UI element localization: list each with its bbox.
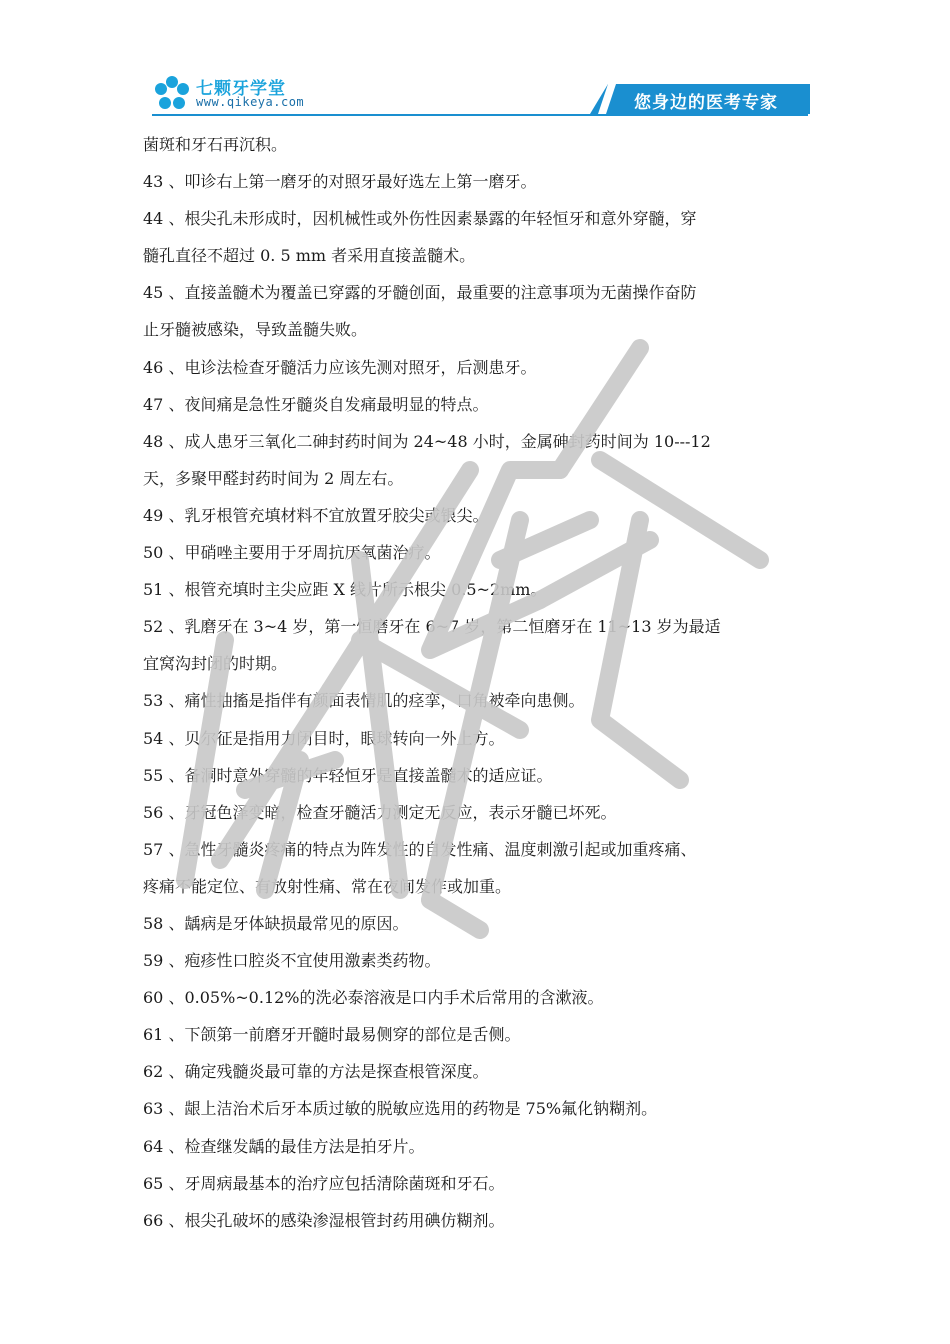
brand-name: 七颗牙学堂 <box>196 79 286 99</box>
text-line: 55 、备洞时意外穿髓的年轻恒牙是直接盖髓术的适应证。 <box>143 765 553 785</box>
text-line: 58 、龋病是牙体缺损最常见的原因。 <box>143 913 409 933</box>
text-line: 53 、痛性抽搐是指伴有颜面表情肌的痉挛，口角被牵向患侧。 <box>143 691 585 711</box>
header-divider <box>152 114 808 116</box>
text-line: 54 、贝尔征是指用力闭目时，眼球转向一外上方。 <box>143 728 505 748</box>
document-body <box>143 126 813 1239</box>
text-line: 疼痛不能定位、有放射性痛、常在夜间发作或加重。 <box>143 876 512 896</box>
text-line: 57 、急性牙髓炎疼痛的特点为阵发性的自发性痛、温度刺激引起或加重疼痛、 <box>143 839 697 859</box>
text-line: 天，多聚甲醛封药时间为 2 周左右。 <box>143 468 404 488</box>
text-line: 菌斑和牙石再沉积。 <box>143 135 288 154</box>
text-line: 61 、下颌第一前磨牙开髓时最易侧穿的部位是舌侧。 <box>143 1025 521 1045</box>
text-line: 髓孔直径不超过 0. 5 mm 者采用直接盖髓术。 <box>143 246 476 266</box>
text-line: 43 、叩诊右上第一磨牙的对照牙最好选左上第一磨牙。 <box>143 172 537 192</box>
text-line: 64 、检查继发龋的最佳方法是拍牙片。 <box>143 1136 425 1156</box>
text-line: 62 、确定残髓炎最可靠的方法是探查根管深度。 <box>143 1062 489 1082</box>
text-line: 止牙髓被感染，导致盖髓失败。 <box>143 320 368 340</box>
page-header <box>0 0 950 130</box>
text-line: 66 、根尖孔破坏的感染渗湿根管封药用碘仿糊剂。 <box>143 1210 505 1230</box>
text-line: 60 、0.05%~0.12%的洗必泰溶液是口内手术后常用的含漱液。 <box>143 988 604 1008</box>
text-line: 59 、疱疹性口腔炎不宜使用激素类药物。 <box>143 951 441 971</box>
text-line: 63 、龈上洁治术后牙本质过敏的脱敏应选用的药物是 75%氟化钠糊剂。 <box>143 1099 658 1119</box>
text-line: 52 、乳磨牙在 3~4 岁，第一恒磨牙在 6~7 岁，第二恒磨牙在 11~13 岁为最适 <box>143 617 721 637</box>
text-line: 65 、牙周病最基本的治疗应包括清除菌斑和牙石。 <box>143 1173 505 1193</box>
text-line: 45 、直接盖髓术为覆盖已穿露的牙髓创面，最重要的注意事项为无菌操作奋防 <box>143 283 697 303</box>
text-line: 49 、乳牙根管充填材料不宜放置牙胶尖或银尖。 <box>143 505 489 525</box>
brand-url: www.qikeya.com <box>196 95 305 109</box>
text-line: 51 、根管充填时主尖应距 X 线片所示根尖 0.5~2mm。 <box>143 580 547 600</box>
text-line: 50 、甲硝唑主要用于牙周抗厌氧菌治疗。 <box>143 543 441 563</box>
text-line: 46 、电诊法检查牙髓活力应该先测对照牙，后测患牙。 <box>143 357 537 377</box>
text-line: 56 、牙冠色泽变暗，检查牙髓活力测定无反应，表示牙髓已坏死。 <box>143 802 617 822</box>
text-line: 47 、夜间痛是急性牙髓炎自发痛最明显的特点。 <box>143 394 489 414</box>
text-line: 宜窝沟封闭的时期。 <box>143 654 288 674</box>
text-line: 48 、成人患牙三氧化二砷封药时间为 24~48 小时，金属砷封药时间为 10---12 <box>143 431 711 451</box>
text-line: 44 、根尖孔未形成时，因机械性或外伤性因素暴露的年轻恒牙和意外穿髓，穿 <box>143 209 697 229</box>
flower-logo-icon <box>152 74 192 114</box>
header-slogan: 您身边的医考专家 <box>634 93 778 113</box>
